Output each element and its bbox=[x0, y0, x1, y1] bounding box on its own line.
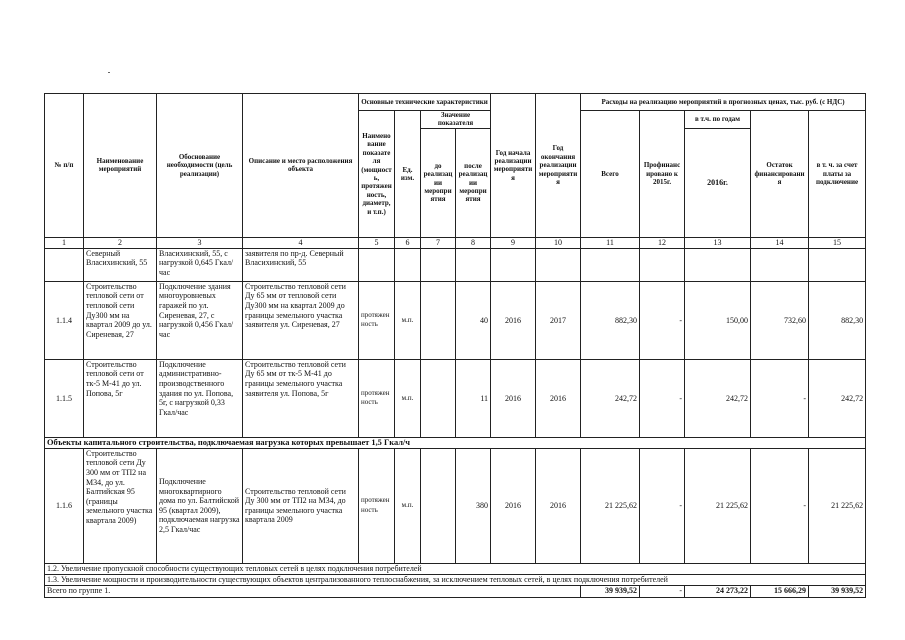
column-number: 12 bbox=[640, 237, 685, 248]
column-number: 2 bbox=[84, 237, 157, 248]
value-after: 380 bbox=[456, 448, 491, 563]
header-col-remaining: Остаток финансирования bbox=[751, 111, 809, 238]
unit: м.п. bbox=[395, 281, 421, 359]
column-number: 4 bbox=[243, 237, 359, 248]
investment-program-table-sheet bbox=[44, 93, 866, 598]
cost-remaining: - bbox=[751, 359, 809, 437]
header-value-group: Значение показателя bbox=[421, 111, 491, 129]
end-year: 2016 bbox=[536, 448, 581, 563]
cost-financed: - bbox=[640, 281, 685, 359]
cost-remaining: 732,60 bbox=[751, 281, 809, 359]
indicator: протяженность bbox=[359, 281, 395, 359]
header-col-num: № п/п bbox=[45, 94, 84, 238]
table-row-1-1-5 bbox=[45, 359, 866, 437]
start-year: 2016 bbox=[491, 281, 536, 359]
column-number: 15 bbox=[809, 237, 866, 248]
row-number: 1.1.6 bbox=[45, 448, 84, 563]
header-col-unit: Ед. изм. bbox=[395, 111, 421, 238]
column-number: 9 bbox=[491, 237, 536, 248]
measure-description: Строительство тепловой сети Ду 65 мм от тепловой сети Ду300 мм на квартал 2009 до границы земельного участка заявителя ул. Сиреневая, 27 bbox=[243, 281, 359, 359]
scan-mark bbox=[108, 72, 110, 73]
column-number: 13 bbox=[685, 237, 751, 248]
measure-name: Строительство тепловой сети от тепловой сети Ду300 мм на квартал 2009 до ул. Сиреневая, 27 bbox=[84, 281, 157, 359]
section-row-1-3 bbox=[45, 574, 866, 585]
table-row-1-1-6 bbox=[45, 448, 866, 563]
group-total-financed: - bbox=[640, 585, 685, 597]
header-col-end-year: Год окончания реализации мероприятия bbox=[536, 94, 581, 238]
row-number: 1.1.4 bbox=[45, 281, 84, 359]
measure-description: заявителя по пр-д. Северный Власихинский, 55 bbox=[243, 248, 359, 281]
cost-financed: - bbox=[640, 359, 685, 437]
value-after: 11 bbox=[456, 359, 491, 437]
group-total-fee: 39 939,52 bbox=[809, 585, 866, 597]
unit: м.п. bbox=[395, 448, 421, 563]
header-col-fee: в т. ч. за счет платы за подключение bbox=[809, 111, 866, 238]
cost-fee: 21 225,62 bbox=[809, 448, 866, 563]
column-number: 3 bbox=[157, 237, 243, 248]
measure-reason: Подключение многоквартирного дома по ул. Балтийской 95 (квартал 2009), подключаемая нагрузка 2,5 Гкал/час bbox=[157, 448, 243, 563]
measure-name: Строительство тепловой сети Ду 300 мм от ТП2 на М34, до ул. Балтийская 95 (границы земельного участка квартала 2009) bbox=[84, 448, 157, 563]
indicator: протяженность bbox=[359, 359, 395, 437]
value-before bbox=[421, 359, 456, 437]
measure-reason: Подключение административно-производственного здания по ул. Попова, 5г, с нагрузкой 0,33 Гкал/час bbox=[157, 359, 243, 437]
measure-reason: Подключение здания многоуровневых гаражей по ул. Сиреневая, 27, с нагрузкой 0,456 Гкал/час bbox=[157, 281, 243, 359]
measure-description: Строительство тепловой сети Ду 300 мм от ТП2 на М34, до границы земельного участка квартала 2009 bbox=[243, 448, 359, 563]
header-tech-group: Основные технические характеристики bbox=[359, 94, 491, 111]
value-before bbox=[421, 281, 456, 359]
header-col-name: Наименование мероприятий bbox=[84, 94, 157, 238]
start-year: 2016 bbox=[491, 448, 536, 563]
cost-total: 242,72 bbox=[581, 359, 640, 437]
start-year: 2016 bbox=[491, 359, 536, 437]
column-number: 5 bbox=[359, 237, 395, 248]
column-number-row bbox=[45, 237, 866, 248]
cost-fee: 242,72 bbox=[809, 359, 866, 437]
column-number: 11 bbox=[581, 237, 640, 248]
cost-financed: - bbox=[640, 448, 685, 563]
group-total-sum: 39 939,52 bbox=[581, 585, 640, 597]
cost-total: 882,30 bbox=[581, 281, 640, 359]
column-number: 6 bbox=[395, 237, 421, 248]
indicator: протяженность bbox=[359, 448, 395, 563]
measure-description: Строительство тепловой сети Ду 65 мм от тк-5 М-41 до границы земельного участка заявителя ул. Попова, 5г bbox=[243, 359, 359, 437]
measure-name: Строительство тепловой сети от тк-5 М-41 до ул. Попова, 5г bbox=[84, 359, 157, 437]
group-total-2016: 24 273,22 bbox=[685, 585, 751, 597]
cost-fee: 882,30 bbox=[809, 281, 866, 359]
cost-2016: 21 225,62 bbox=[685, 448, 751, 563]
group-total-remaining: 15 666,29 bbox=[751, 585, 809, 597]
header-by-years: в т.ч. по годам bbox=[685, 111, 751, 129]
column-number: 1 bbox=[45, 237, 84, 248]
group-total-label: Всего по группе 1. bbox=[45, 585, 581, 597]
header-col-total: Всего bbox=[581, 111, 640, 238]
column-number: 10 bbox=[536, 237, 581, 248]
cost-2016: 242,72 bbox=[685, 359, 751, 437]
group-total-row bbox=[45, 585, 866, 597]
column-number: 7 bbox=[421, 237, 456, 248]
table-row-continuation bbox=[45, 248, 866, 281]
section-title: Объекты капитального строительства, подключаемая нагрузка которых превышает 1,5 Гкал/ч bbox=[45, 437, 866, 448]
cost-total: 21 225,62 bbox=[581, 448, 640, 563]
section-1-3-title: 1.3. Увеличение мощности и производительности существующих объектов централизованного теплоснабжения, за исключением тепловых сетей, в целях подключения потребителей bbox=[45, 574, 866, 585]
end-year: 2017 bbox=[536, 281, 581, 359]
cost-remaining: - bbox=[751, 448, 809, 563]
unit: м.п. bbox=[395, 359, 421, 437]
header-col-before: до реализации мероприятия bbox=[421, 128, 456, 237]
section-1-2-title: 1.2. Увеличение пропускной способности существующих тепловых сетей в целях подключения потребителей bbox=[45, 563, 866, 574]
header-col-indicator: Наименование показателя (мощность, протяженность, диаметр, и т.п.) bbox=[359, 111, 395, 238]
column-number: 8 bbox=[456, 237, 491, 248]
section-heading-over-1-5 bbox=[45, 437, 866, 448]
end-year: 2016 bbox=[536, 359, 581, 437]
header-col-after: после реализации мероприятия bbox=[456, 128, 491, 237]
measures-table bbox=[44, 93, 866, 598]
measure-name: Северный Власихинский, 55 bbox=[84, 248, 157, 281]
header-col-2016: 2016г. bbox=[685, 128, 751, 237]
value-before bbox=[421, 448, 456, 563]
table-row-1-1-4 bbox=[45, 281, 866, 359]
header-col-reason: Обоснование необходимости (цель реализации) bbox=[157, 94, 243, 238]
header-costs-group: Расходы на реализацию мероприятий в прогнозных ценах, тыс. руб. (с НДС) bbox=[581, 94, 866, 111]
row-number: 1.1.5 bbox=[45, 359, 84, 437]
header-col-description: Описание и место расположения объекта bbox=[243, 94, 359, 238]
header-col-financed: Профинансировано к 2015г. bbox=[640, 111, 685, 238]
section-row-1-2 bbox=[45, 563, 866, 574]
value-after: 40 bbox=[456, 281, 491, 359]
header-col-start-year: Год начала реализации мероприятия bbox=[491, 94, 536, 238]
column-number: 14 bbox=[751, 237, 809, 248]
measure-reason: Власихинский, 55, с нагрузкой 0,645 Гкал/час bbox=[157, 248, 243, 281]
cost-2016: 150,00 bbox=[685, 281, 751, 359]
